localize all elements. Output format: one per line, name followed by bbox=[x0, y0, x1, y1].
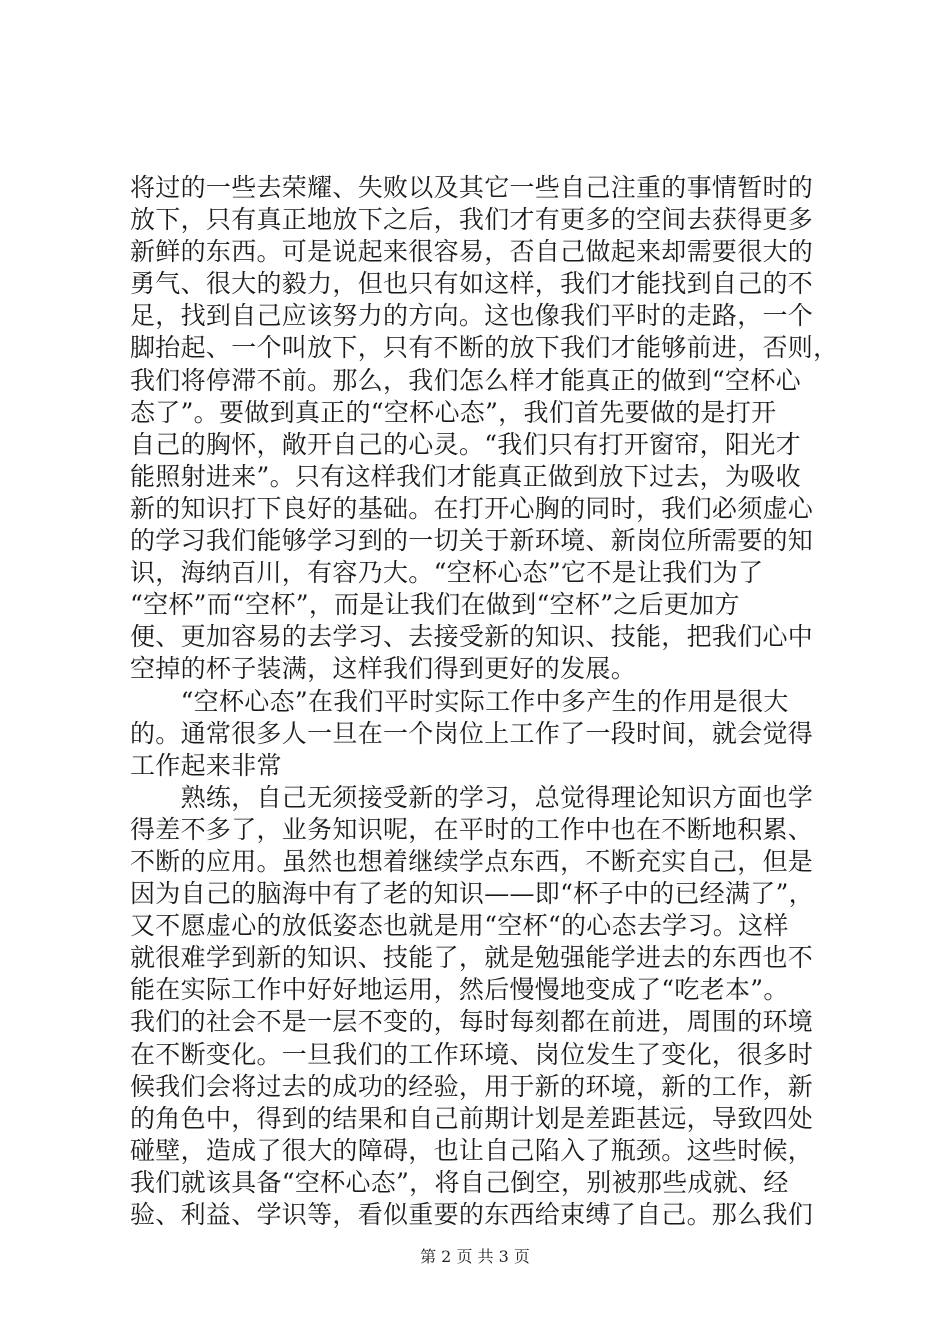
text-line: 能照射进来”。只有这样我们才能真正做到放下过去，为吸收 bbox=[130, 461, 801, 491]
text-line: 又不愿虚心的放低姿态也就是用“空杯“的心态去学习。这样 bbox=[130, 911, 789, 941]
text-line: 因为自己的脑海中有了老的知识——即“杯子中的已经满了”， bbox=[130, 879, 814, 909]
page-number-footer: 第 2 页 共 3 页 bbox=[420, 1247, 530, 1266]
text-line: 我们的社会不是一层不变的，每时每刻都在前进，周围的环境 bbox=[130, 1007, 814, 1037]
text-line: 便、更加容易的去学习、去接受新的知识、技能，把我们心中 bbox=[130, 622, 814, 652]
text-line: 工作起来非常 bbox=[130, 750, 282, 780]
text-line: 空掉的杯子装满，这样我们得到更好的发展。 bbox=[130, 654, 637, 684]
text-line: “空杯”而“空杯”，而是让我们在做到“空杯”之后更加方 bbox=[130, 590, 740, 620]
text-line: 我们将停滞不前。那么，我们怎么样才能真正的做到“空杯心 bbox=[130, 365, 801, 395]
text-line: 就很难学到新的知识、技能了，就是勉强能学进去的东西也不 bbox=[130, 943, 814, 973]
text-line: 脚抬起、一个叫放下，只有不断的放下我们才能够前进，否则， bbox=[130, 333, 839, 363]
text-line: 熟练，自己无须接受新的学习，总觉得理论知识方面也学 bbox=[130, 782, 814, 812]
text-line: 识，海纳百川，有容乃大。“空杯心态”它不是让我们为了 bbox=[130, 558, 764, 588]
body-text bbox=[130, 172, 839, 1231]
text-line: 得差不多了，业务知识呢，在平时的工作中也在不断地积累、 bbox=[130, 814, 814, 844]
text-line: 态了”。要做到真正的“空杯心态”，我们首先要做的是打开 bbox=[130, 397, 777, 427]
text-line: 在不断变化。一旦我们的工作环境、岗位发生了变化，很多时 bbox=[130, 1039, 814, 1069]
text-line: 候我们会将过去的成功的经验，用于新的环境，新的工作，新 bbox=[130, 1071, 814, 1101]
text-line: 将过的一些去荣耀、失败以及其它一些自己注重的事情暂时的 bbox=[130, 173, 814, 202]
text-line: 碰壁，造成了很大的障碍，也让自己陷入了瓶颈。这些时候， bbox=[130, 1135, 814, 1165]
text-line: 自己的胸怀，敞开自己的心灵。“我们只有打开窗帘，阳光才 bbox=[130, 429, 801, 459]
text-line: 不断的应用。虽然也想着继续学点东西，不断充实自己，但是 bbox=[130, 846, 814, 876]
text-line: 新的知识打下良好的基础。在打开心胸的同时，我们必须虚心 bbox=[130, 493, 814, 523]
text-line: 的学习我们能够学习到的一切关于新环境、新岗位所需要的知 bbox=[130, 526, 814, 556]
text-line: 勇气、很大的毅力，但也只有如这样，我们才能找到自己的不 bbox=[130, 269, 814, 299]
text-line: 的。通常很多人一旦在一个岗位上工作了一段时间，就会觉得 bbox=[130, 718, 814, 748]
text-line: 放下，只有真正地放下之后，我们才有更多的空间去获得更多 bbox=[130, 205, 814, 235]
text-line: 的角色中，得到的结果和自己前期计划是差距甚远，导致四处 bbox=[130, 1103, 814, 1133]
text-line: 我们就该具备“空杯心态”，将自己倒空，别被那些成就、经 bbox=[130, 1167, 789, 1197]
text-line: 足，找到自己应该努力的方向。这也像我们平时的走路，一个 bbox=[130, 301, 814, 331]
text-line: “空杯心态”在我们平时实际工作中多产生的作用是很大 bbox=[130, 686, 789, 716]
text-line: 新鲜的东西。可是说起来很容易，否自己做起来却需要很大的 bbox=[130, 237, 814, 267]
text-line: 验、利益、学识等，看似重要的东西给束缚了自己。那么我们 bbox=[130, 1200, 814, 1229]
text-line: 能在实际工作中好好地运用，然后慢慢地变成了“吃老本”。 bbox=[130, 975, 789, 1005]
